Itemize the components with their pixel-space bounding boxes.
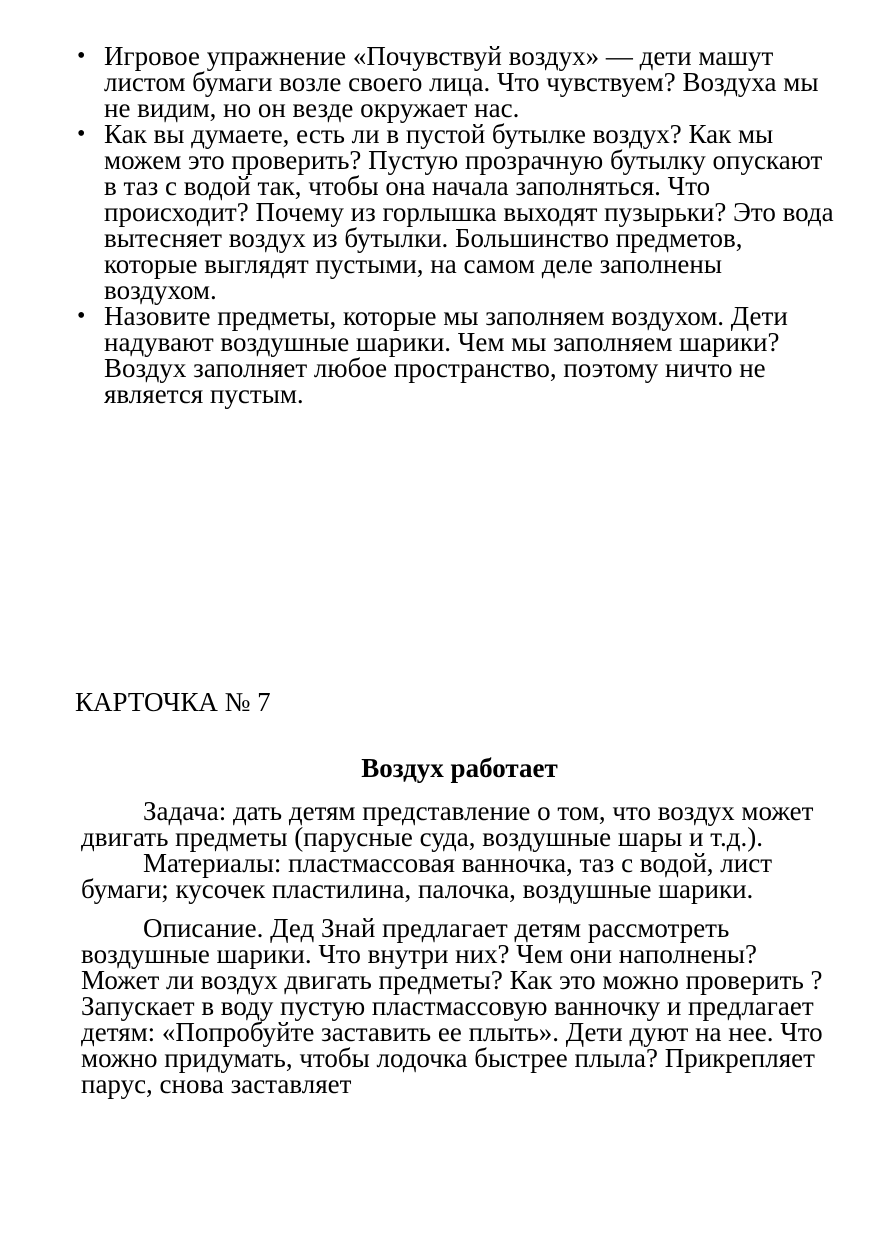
paragraph-description: Описание. Дед Знай предлагает детям рассмотреть воздушные шарики. Что внутри них? Чем они наполнены? Может ли воздух двигать предметы? Как это можно проверить ? Запускает в воду пустую пластмассовую ванночку и предлагает детям: «Попробуйте заставить ее плыть». Дети дуют на нее. Что можно придумать, чтобы лодочка быстрее плыла? Прикрепляет парус, снова заставляет xyxy=(81,913,823,1099)
list-item xyxy=(77,119,836,305)
section-title: Воздух работает xyxy=(361,753,558,783)
bullet-text: Игровое упражнение «Почувствуй воздух» — дети машут листом бумаги возле своего лица. Что чувствуем? Воздуха мы не видим, но он везде окружает нас. xyxy=(104,41,819,123)
list-item xyxy=(77,41,836,123)
bullet-text: Назовите предметы, которые мы заполняем воздухом. Дети надувают воздушные шарики. Чем мы заполняем шарики? Воздух заполняет любое пространство, поэтому ничто не является пустым. xyxy=(104,301,788,409)
bullet-icon: • xyxy=(77,43,86,69)
bullet-list xyxy=(0,0,874,407)
bullet-text: Как вы думаете, есть ли в пустой бутылке воздух? Как мы можем это проверить? Пустую прозрачную бутылку опускают в таз с водой так, чтобы она начала заполняться. Что происходит? Почему из горлышка выходят пузырьки? Это вода вытесняет воздух из бутылки. Большинство предметов, которые выглядят пустыми, на самом деле заполнены воздухом. xyxy=(104,119,834,305)
bullet-icon: • xyxy=(77,303,86,329)
paragraph-materials: Материалы: пластмассовая ванночка, таз с водой, лист бумаги; кусочек пластилина, палочка, воздушные шарики. xyxy=(81,848,772,904)
paragraph-task: Задача: дать детям представление о том, что воздух может двигать предметы (парусные суда, воздушные шары и т.д.). xyxy=(81,796,814,852)
list-item xyxy=(77,301,836,409)
card-heading: КАРТОЧКА № 7 xyxy=(75,687,271,717)
bullet-icon: • xyxy=(77,121,86,147)
